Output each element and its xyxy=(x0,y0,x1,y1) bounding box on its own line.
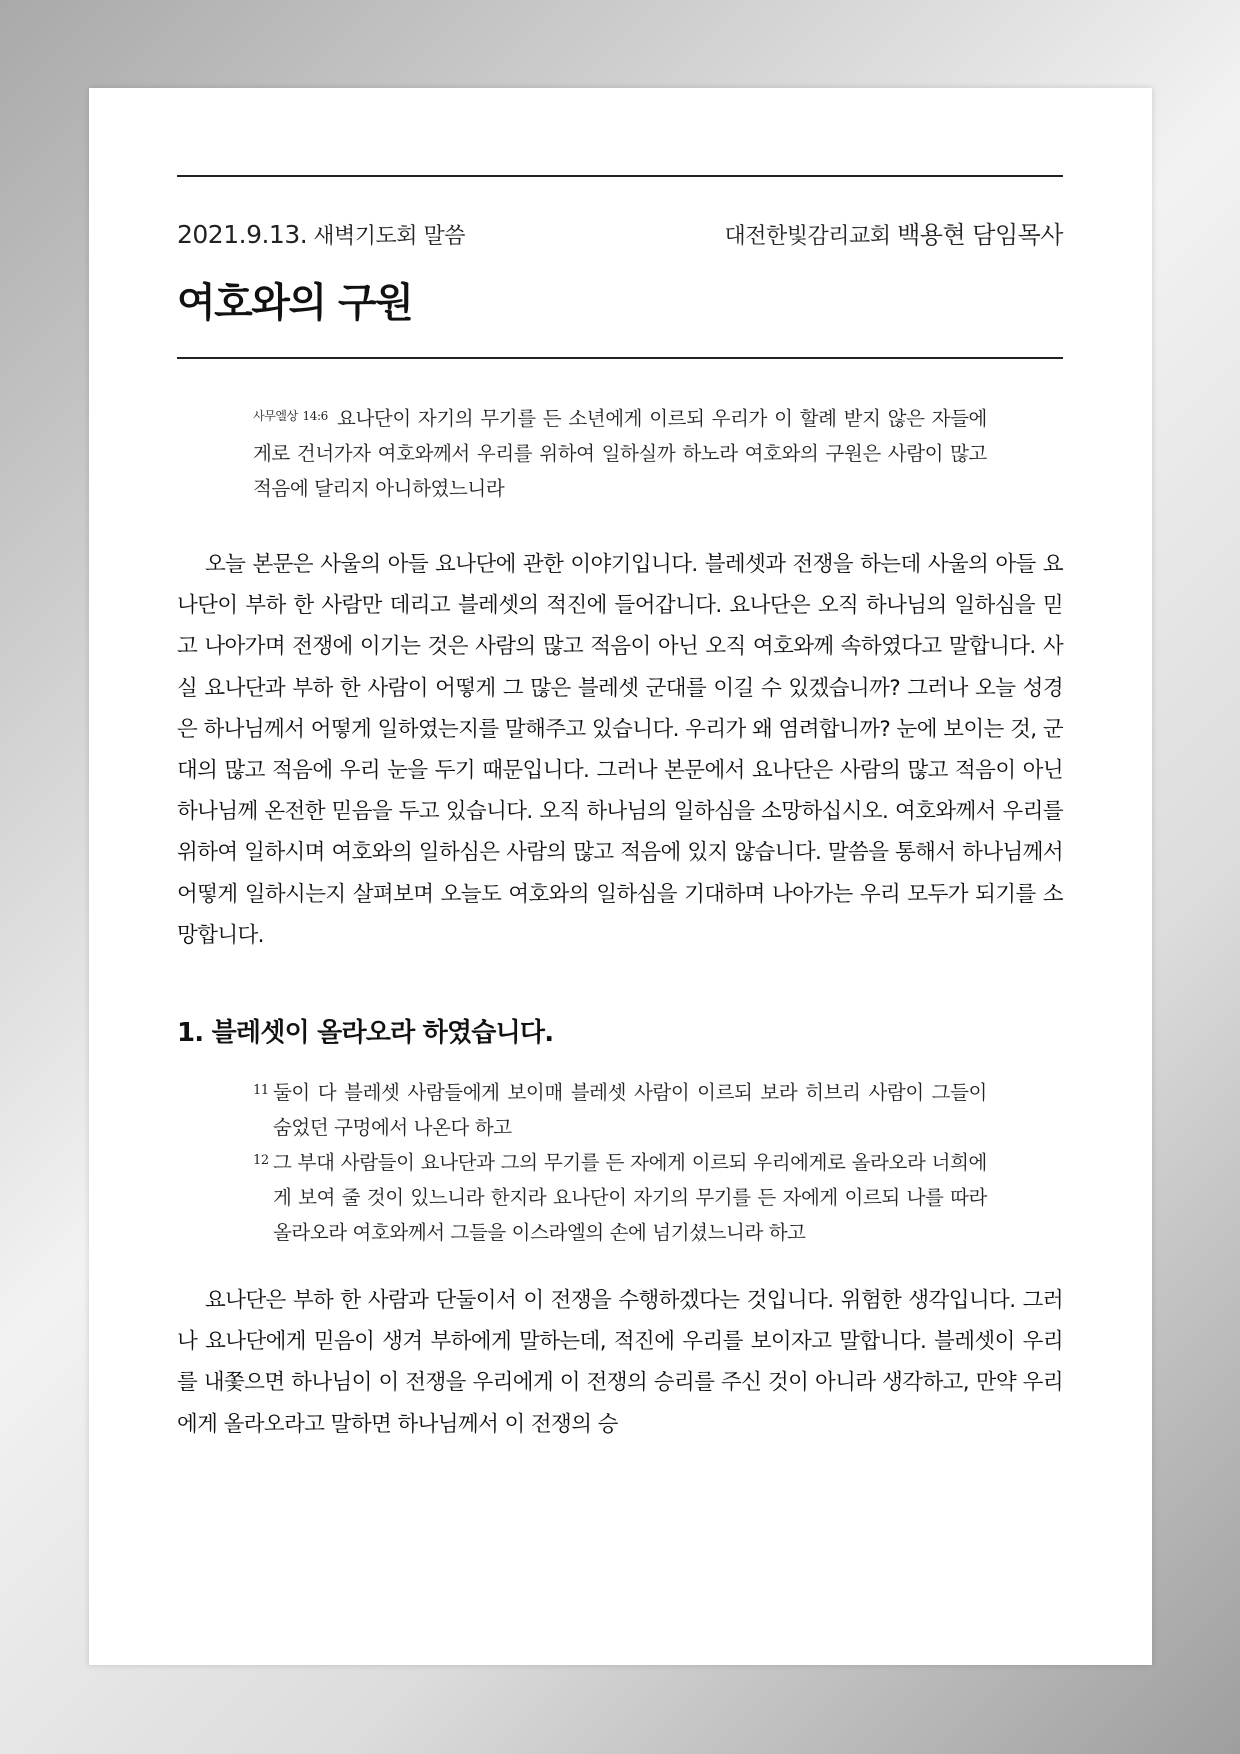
date-and-service xyxy=(177,219,465,250)
intro-paragraph: 오늘 본문은 사울의 아들 요나단에 관한 이야기입니다. 블레셋과 전쟁을 하는데 사울의 아들 요나단이 부하 한 사람만 데리고 블레셋의 적진에 들어갑니다. 요나단은 오직 하나님의 일하심을 믿고 나아가며 전쟁에 이기는 것은 사람의 많고 적음이 아닌 오직 여호와께 속하였다고 말합니다. 사실 요나단과 부하 한 사람이 어떻게 그 많은 블레셋 군대를 이길 수 있겠습니까? 그러나 오늘 성경은 하나님께서 어떻게 일하였는지를 말해주고 있습니다. 우리가 왜 염려합니까? 눈에 보이는 것, 군대의 많고 적음에 우리 눈을 두기 때문입니다. 그러나 본문에서 요나단은 사람의 많고 적음이 아닌 하나님께 온전한 믿음을 두고 있습니다. 오직 하나님의 일하심을 소망하십시오. 여호와께서 우리를 위하여 일하시며 여호와의 일하심은 사람의 많고 적음에 있지 않습니다. 말씀을 통해서 하나님께서 어떻게 일하시는지 살펴보며 오늘도 여호와의 일하심을 기대하며 나아가는 우리 모두가 되기를 소망합니다. xyxy=(177,552,1063,948)
page-content xyxy=(177,175,1063,1445)
sermon-date: 2021.9.13. xyxy=(177,220,308,249)
church-and-pastor xyxy=(725,215,1063,250)
section-heading: 1. 블레셋이 올라오라 하였습니다. xyxy=(177,1018,554,1049)
scripture-text: 요나단이 자기의 무기를 든 소년에게 이르되 우리가 이 할례 받지 않은 자들에게로 건너가자 여호와께서 우리를 위하여 일하실까 하노라 여호와의 구원은 사람이 많고 적음에 달리지 아니하였느니라 xyxy=(253,407,987,500)
verse-item xyxy=(253,1145,987,1250)
church-name: 대전한빛감리교회 xyxy=(724,224,891,249)
scripture-reference: 사무엘상 14:6 xyxy=(253,409,328,423)
verse-number: 12 xyxy=(253,1153,269,1169)
document-page xyxy=(89,88,1152,1665)
scripture-passage xyxy=(253,401,987,506)
section-paragraph: 요나단은 부하 한 사람과 단둘이서 이 전쟁을 수행하겠다는 것입니다. 위험한 생각입니다. 그러나 요나단에게 믿음이 생겨 부하에게 말하는데, 적진에 우리를 보이자고 말합니다. 블레셋이 우리를 내쫓으면 하나님이 이 전쟁을 우리에게 이 전쟁의 승리를 주신 것이 아니라 생각하고, 만약 우리에게 올라오라고 말하면 하나님께서 이 전쟁의 승 xyxy=(177,1288,1063,1437)
sermon-title: 여호와의 구원 xyxy=(177,280,413,326)
sermon-header xyxy=(177,215,1063,249)
pastor-name: 백용현 담임목사 xyxy=(897,221,1063,249)
verse-number: 11 xyxy=(253,1083,269,1099)
verse-item xyxy=(253,1075,987,1145)
service-name: 새벽기도회 말씀 xyxy=(313,224,465,249)
verse-text: 둘이 다 블레셋 사람들에게 보이매 블레셋 사람이 이르되 보라 히브리 사람이 그들이 숨었던 구멍에서 나온다 하고 xyxy=(273,1081,987,1140)
top-rule xyxy=(177,175,1063,177)
section-verses xyxy=(253,1075,987,1250)
verse-text: 그 부대 사람들이 요나단과 그의 무기를 든 자에게 이르되 우리에게로 올라오라 너희에게 보여 줄 것이 있느니라 한지라 요나단이 자기의 무기를 든 자에게 이르되 나를 따라 올라오라 여호와께서 그들을 이스라엘의 손에 넘기셨느니라 하고 xyxy=(273,1151,987,1245)
title-rule xyxy=(177,357,1063,359)
